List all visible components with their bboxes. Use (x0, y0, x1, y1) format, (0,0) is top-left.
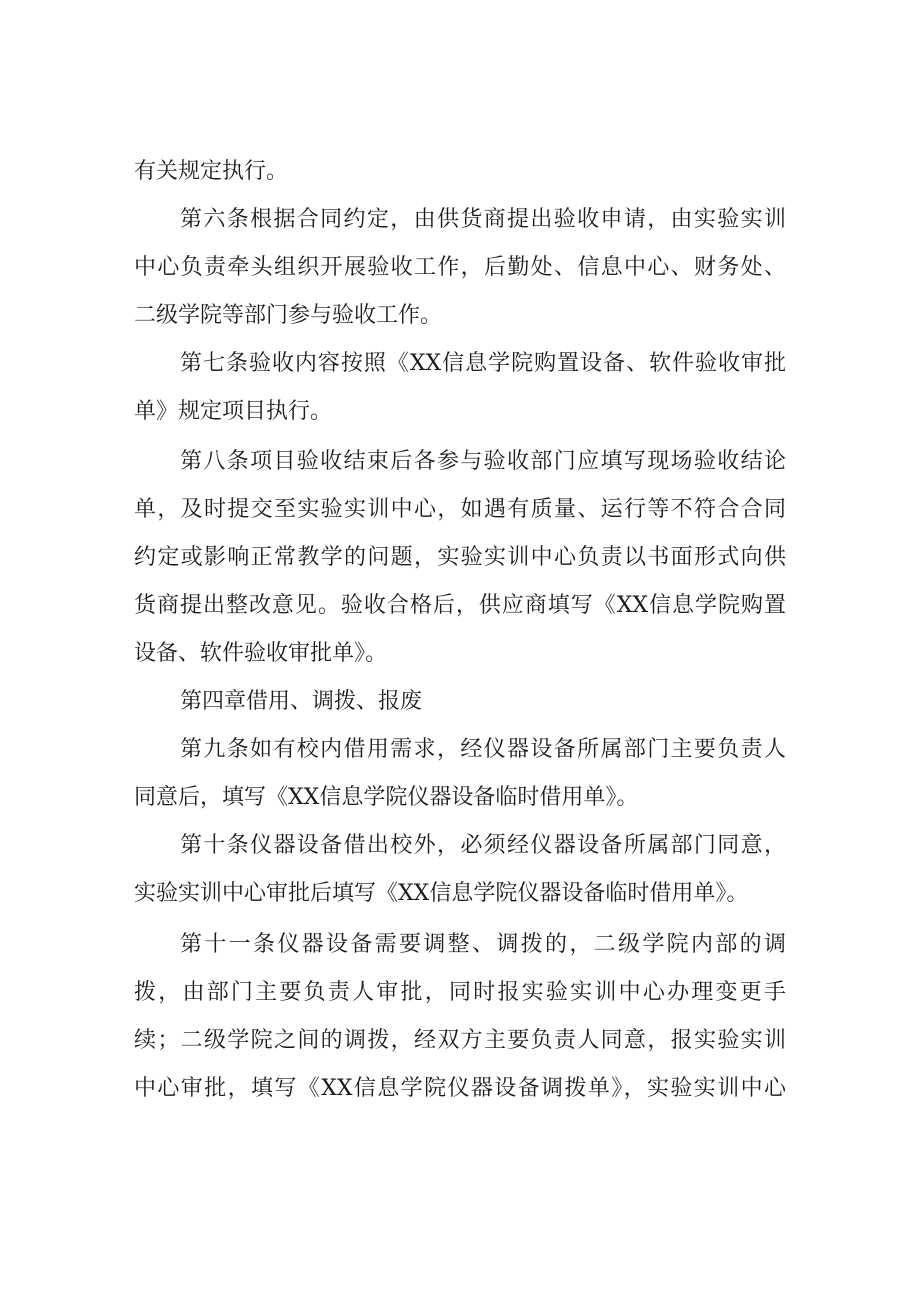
text-line: 第十条仪器设备借出校外，必须经仪器设备所属部门同意， (180, 833, 786, 858)
text-line: 实验实训中心审批后填写《XX信息学院仪器设备临时借用单》。 (134, 881, 749, 906)
text-line: 单》规定项目执行。 (134, 399, 333, 424)
text-line: 拨，由部门主要负责人审批，同时报实验实训中心办理变更手 (134, 980, 786, 1005)
text-line: 第十一条仪器设备需要调整、调拨的，二级学院内部的调 (180, 932, 786, 957)
text-line: 第七条验收内容按照《XX信息学院购置设备、软件验收审批 (180, 351, 786, 376)
text-line: 有关规定执行。 (134, 159, 289, 184)
text-line: 中心审批，填写《XX信息学院仪器设备调拨单》，实验实训中心 (134, 1076, 786, 1101)
text-line: 续；二级学院之间的调拨，经双方主要负责人同意，报实验实训 (134, 1028, 786, 1053)
text-line: 二级学院等部门参与验收工作。 (134, 303, 443, 328)
text-line: 单，及时提交至实验实训中心，如遇有质量、运行等不符合合同 (134, 497, 786, 522)
chapter-heading: 第四章借用、调拨、报废 (180, 689, 423, 714)
text-line: 第八条项目验收结束后各参与验收部门应填写现场验收结论 (180, 449, 786, 474)
text-line: 约定或影响正常教学的问题，实验实训中心负责以书面形式向供 (134, 545, 786, 570)
text-line: 第六条根据合同约定，由供货商提出验收申请，由实验实训 (180, 207, 786, 232)
text-line: 中心负责牵头组织开展验收工作，后勤处、信息中心、财务处、 (134, 255, 786, 280)
text-line: 第九条如有校内借用需求，经仪器设备所属部门主要负责人 (180, 737, 786, 762)
text-line: 设备、软件验收审批单》。 (134, 641, 388, 666)
text-line: 同意后，填写《XX信息学院仪器设备临时借用单》。 (134, 785, 639, 810)
text-line: 货商提出整改意见。验收合格后，供应商填写《XX信息学院购置 (134, 593, 786, 618)
